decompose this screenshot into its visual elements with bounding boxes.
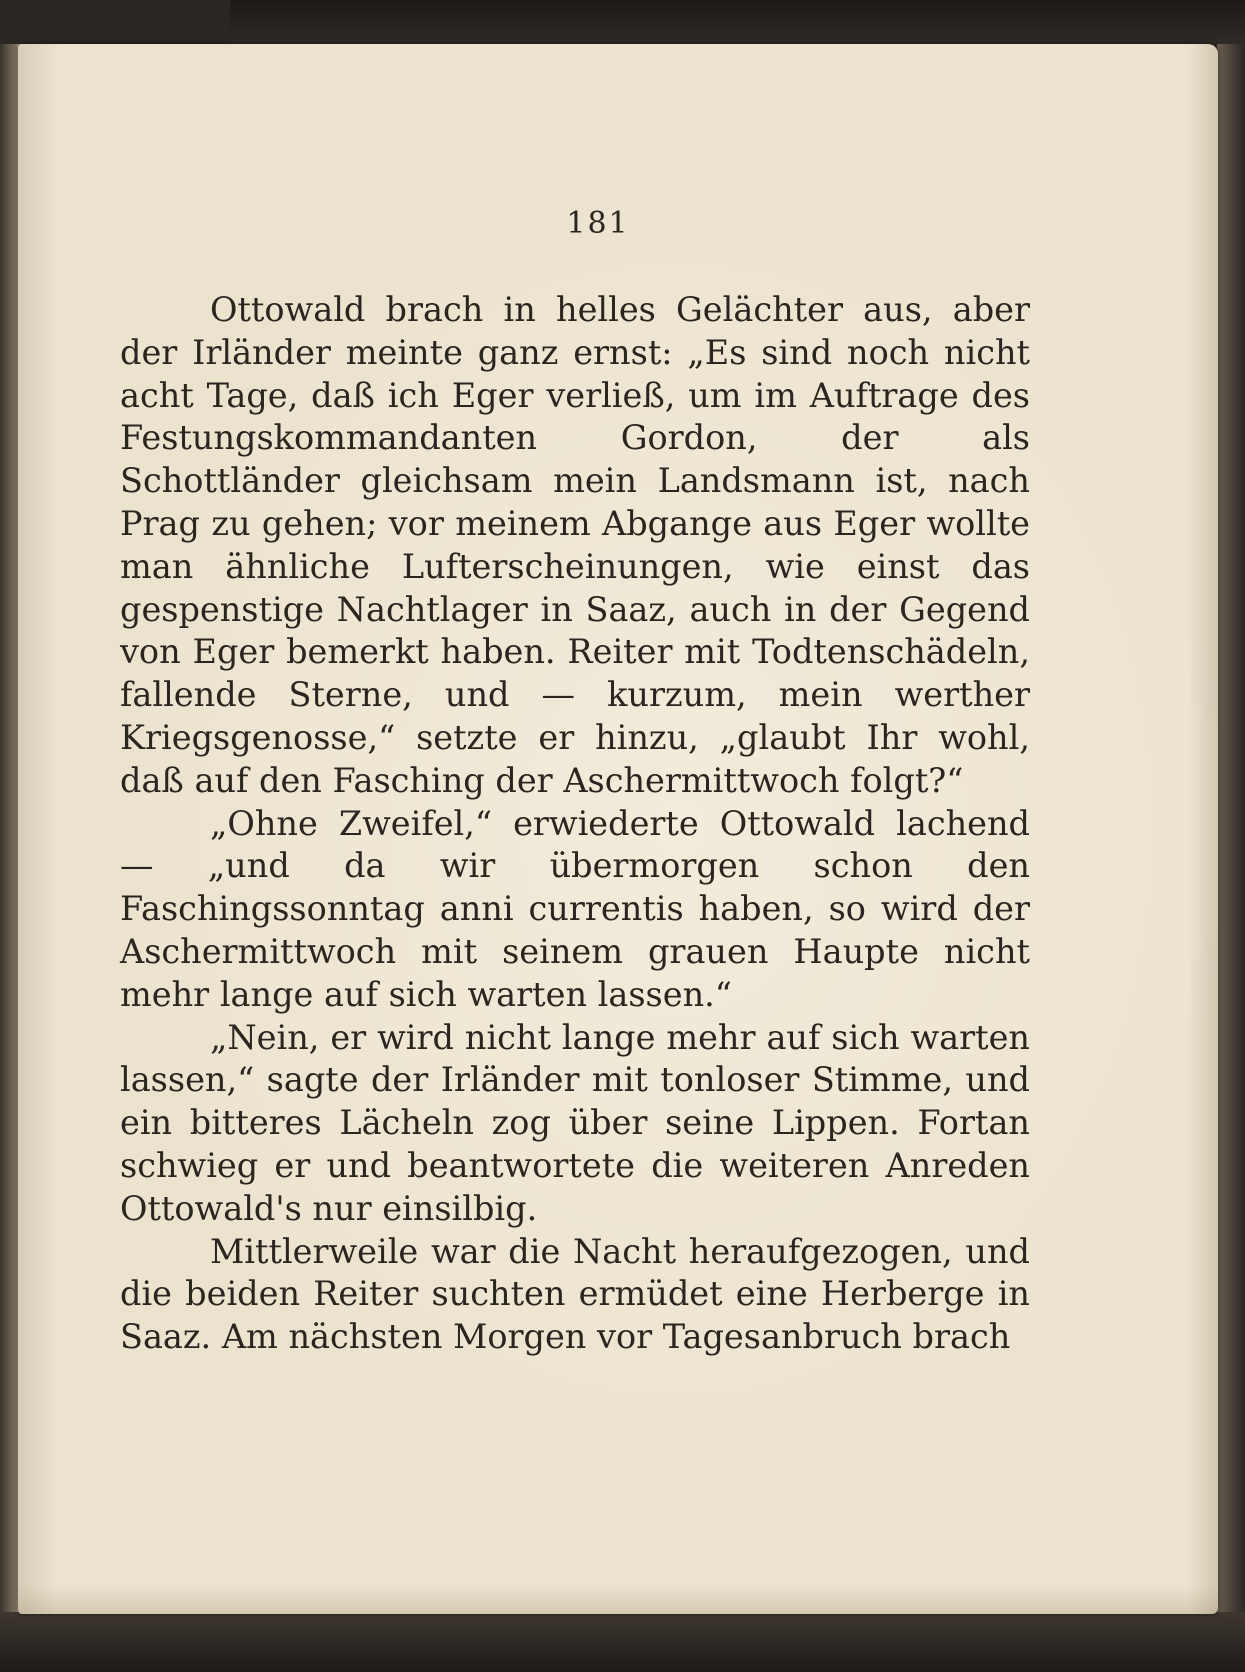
- body-text: [120, 289, 1030, 1359]
- book-page-stack-edge: [1217, 44, 1245, 1614]
- paragraph-3: „Nein, er wird nicht lange mehr auf sich warten lassen,“ sagte der Irländer mit tonloser Stimme, und ein bitteres Lächeln zog über seine Lippen. Fortan schwieg er und beantwortete die weiteren Anreden Ottowald's nur einsilbig.: [120, 1017, 1030, 1228]
- paragraph-4: Mittlerweile war die Nacht heraufgezogen, und die beiden Reiter suchten ermüdet eine Herberge in Saaz. Am nächsten Morgen vor Tagesanbruch brach: [120, 1231, 1030, 1357]
- paragraph-2: „Ohne Zweifel,“ erwiederte Ottowald lachend — „und da wir übermorgen schon den Faschingssonntag anni currentis haben, so wird der Aschermittwoch mit seinem grauen Haupte nicht mehr lange auf sich warten lassen.“: [120, 803, 1030, 1014]
- book-bottom-edge: [0, 1612, 1245, 1672]
- paragraph-1: Ottowald brach in helles Gelächter aus, aber der Irländer meinte ganz ernst: „Es sind noch nicht acht Tage, daß ich Eger verließ, um im Auftrage des Festungskommandanten Gordon, der als Schottländer gleichsam mein Landsmann ist, nach Prag zu gehen; vor meinem Abgange aus Eger wollte man ähnliche Lufterscheinungen, wie einst das gespenstige Nachtlager in Saaz, auch in der Gegend von Eger bemerkt haben. Reiter mit Todtenschädeln, fallende Sterne, und — kurzum, mein werther Kriegsgenosse,“ setzte er hinzu, „glaubt Ihr wohl, daß auf den Fasching der Aschermittwoch folgt?“: [120, 290, 1030, 800]
- paper-page: [18, 44, 1218, 1614]
- book-top-edge: [230, 0, 1245, 44]
- page-number: 181: [566, 206, 630, 241]
